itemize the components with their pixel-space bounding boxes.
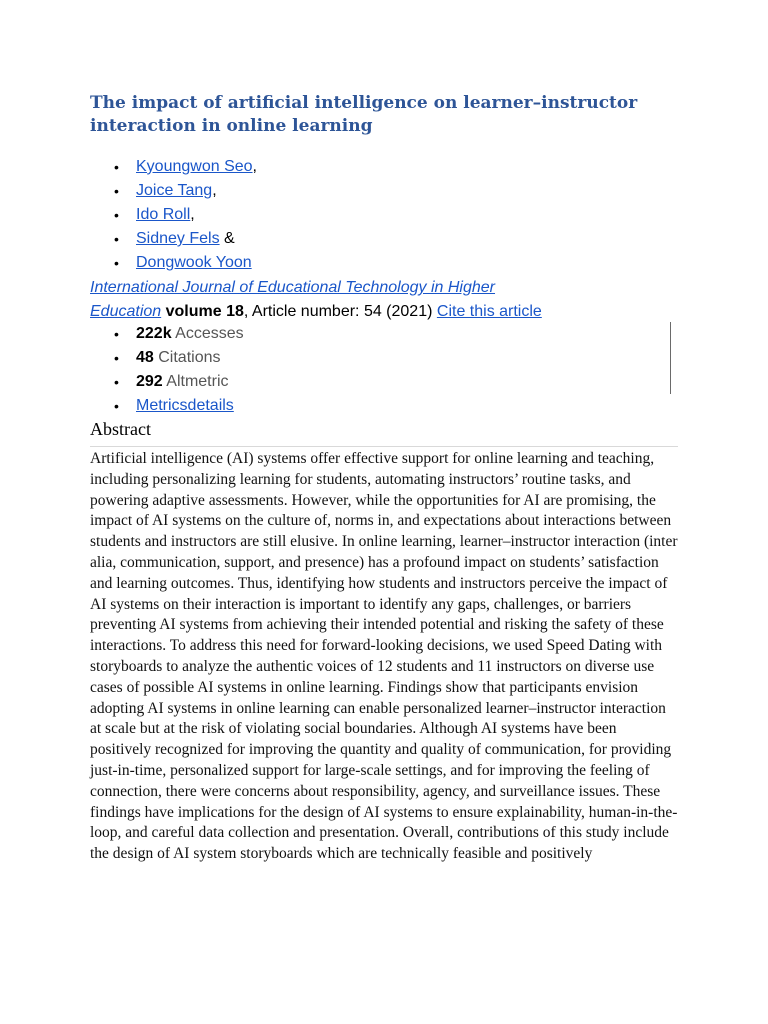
author-separator: ,: [252, 158, 257, 175]
bullet-icon: •: [114, 231, 119, 247]
author-link-roll[interactable]: Ido Roll: [136, 206, 191, 223]
author-item: [90, 179, 257, 203]
bullet-icon: •: [114, 326, 119, 342]
metric-value: 48: [136, 349, 154, 366]
metrics-list: [90, 322, 244, 418]
metric-label: Citations: [158, 349, 221, 366]
journal-volume: volume 18: [165, 303, 244, 320]
bullet-icon: •: [114, 398, 119, 414]
abstract-heading: Abstract: [90, 419, 151, 439]
metric-value: 292: [136, 373, 163, 390]
metrics-details-link[interactable]: Metricsdetails: [136, 397, 234, 414]
metric-citations: [90, 346, 244, 370]
journal-citation: [90, 276, 610, 324]
author-link-fels[interactable]: Sidney Fels: [136, 230, 220, 247]
bullet-icon: •: [114, 159, 119, 175]
abstract-divider: [90, 446, 678, 447]
author-item: [90, 251, 257, 275]
author-separator: &: [219, 230, 235, 247]
bullet-icon: •: [114, 183, 119, 199]
author-item: [90, 203, 257, 227]
metric-value: 222k: [136, 325, 172, 342]
cite-article-link[interactable]: Cite this article: [436, 303, 542, 320]
author-separator: ,: [212, 182, 217, 199]
bullet-icon: •: [114, 207, 119, 223]
metric-altmetric: [90, 370, 244, 394]
metric-details-item: [90, 394, 244, 418]
bullet-icon: •: [114, 255, 119, 271]
journal-name-line1: International Journal of Educational Technology in Higher: [90, 279, 496, 296]
bullet-icon: •: [114, 374, 119, 390]
metrics-divider: [670, 322, 671, 394]
author-item: [90, 155, 257, 179]
author-link-tang[interactable]: Joice Tang: [136, 182, 213, 199]
article-title: The impact of artificial intelligence on learner–instructor interaction in online learning: [90, 93, 638, 136]
bullet-icon: •: [114, 350, 119, 366]
author-separator: ,: [190, 206, 195, 223]
author-item: [90, 227, 257, 251]
metric-label: Altmetric: [166, 373, 229, 390]
article-number: , Article number: 54 (2021): [243, 303, 433, 320]
metric-accesses: [90, 322, 244, 346]
author-link-yoon[interactable]: Dongwook Yoon: [136, 254, 252, 271]
abstract-text: Artificial intelligence (AI) systems offer effective support for online learning and teaching, including personalizing learning for students, automating instructors’ routine tasks, and powering adaptive assessments. However, while the opportunities for AI are promising, the impact of AI systems on the culture of, norms in, and expectations about interactions between students and instructors are still elusive. In online learning, learner–instructor interaction (inter alia, communication, support, and presence) has a profound impact on students’ satisfaction and learning outcomes. Thus, identifying how students and instructors perceive the impact of AI systems on their interaction is important to identify any gaps, challenges, or barriers preventing AI systems from achieving their intended potential and risking the safety of these interactions. To address this need for forward-looking decisions, we used Speed Dating with storyboards to analyze the authentic voices of 12 students and 11 instructors on diverse use cases of possible AI systems in online learning. Findings show that participants envision adopting AI systems in online learning can enable personalized learner–instructor interaction at scale but at the risk of violating social boundaries. Although AI systems have been positively recognized for improving the quantity and quality of communication, for providing just-in-time, personalized support for large-scale settings, and for improving the feeling of connection, there were concerns about responsibility, agency, and surveillance issues. These findings have implications for the design of AI systems to ensure explainability, human-in-the-loop, and careful data collection and presentation. Overall, contributions of this study include the design of AI system storyboards which are technically feasible and positively: [90, 450, 678, 863]
metric-label: Accesses: [175, 325, 244, 342]
journal-name-line2: Education: [90, 303, 162, 320]
author-list: [90, 155, 257, 275]
author-link-seo[interactable]: Kyoungwon Seo: [136, 158, 253, 175]
